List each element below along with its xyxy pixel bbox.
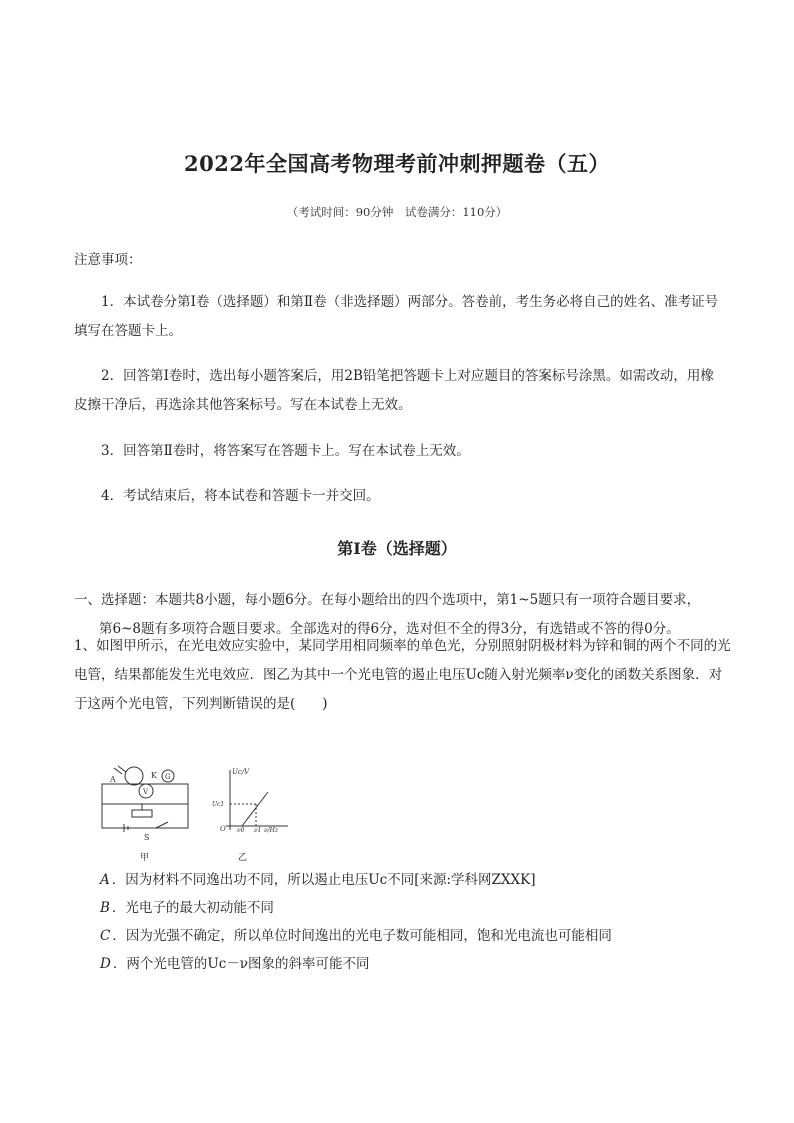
notice-item-2: 2．回答第Ⅰ卷时，选出每小题答案后，用2B铅笔把答题卡上对应题目的答案标号涂黑。如需改动，用橡皮擦干净后，再选涂其他答案标号。写在本试卷上无效。 [74, 368, 714, 413]
question-1-stem: 1、如图甲所示，在光电效应实验中，某同学用相同频率的单色光，分别照射阴极材料为锌和铜的两个不同的光电管，结果都能发生光电效应．图乙为其中一个光电管的遏止电压Uc随入射光频率ν变化的函数关系图象．对于这两个光电管，下列判断错误的是( ) [74, 638, 731, 712]
label-s: S [144, 833, 150, 842]
option-a-letter: A [100, 872, 110, 888]
notice-heading: 注意事项： [74, 252, 142, 268]
option-b [100, 894, 740, 922]
figure-label-jia: 甲 [140, 853, 150, 863]
choice-instructions-line-1: 一、选择题：本题共8小题，每小题6分。在每小题给出的四个选项中，第1~5题只有一项符合题目要求， [74, 592, 701, 608]
exam-title: 2022年全国高考物理考前冲刺押题卷（五） [184, 151, 610, 176]
choice-instructions-line-2: 第6~8题有多项符合题目要求。全部选对的得6分，选对但不全的得3分，有选错或不答的得0分。 [99, 621, 680, 637]
option-b-text: ．光电子的最大初动能不同 [111, 900, 274, 916]
notice-item-3: 3．回答第Ⅱ卷时，将答案写在答题卡上。写在本试卷上无效。 [101, 443, 470, 459]
notice-item-1: 1．本试卷分第Ⅰ卷（选择题）和第Ⅱ卷（非选择题）两部分。答卷前，考生务必将自己的姓名、准考证号填写在答题卡上。 [74, 294, 719, 339]
option-b-letter: B [100, 900, 110, 916]
option-c-letter: C [100, 928, 111, 944]
option-d-text: ．两个光电管的Uc－ν图象的斜率可能不同 [112, 956, 370, 972]
label-k: K [151, 771, 157, 780]
label-v: V [143, 788, 149, 796]
option-a-text: ．因为材料不同逸出功不同，所以遏止电压Uc不同[来源:学科网ZXXK] [111, 872, 536, 888]
option-d-letter: D [100, 956, 111, 972]
notice-item-4: 4．考试结束后，将本试卷和答题卡一并交回。 [101, 488, 380, 504]
option-d [100, 950, 740, 978]
graph-uc1-label: Uc1 [212, 801, 225, 808]
section-title: 第Ⅰ卷（选择题） [337, 539, 457, 558]
graph-origin-label: O [220, 825, 226, 833]
figure-label-yi: 乙 [238, 853, 248, 863]
graph-nu1-label: ν1 [254, 827, 262, 834]
question-1-options [100, 866, 740, 978]
label-a: A [110, 775, 116, 784]
option-a [100, 866, 740, 894]
graph-y-axis-label: Uc/V [232, 768, 250, 776]
graph-nu0-label: ν0 [237, 827, 245, 834]
question-1-figure [96, 764, 296, 864]
label-g: G [165, 773, 171, 781]
uc-nu-graph [226, 770, 288, 830]
option-c-text: ．因为光强不确定，所以单位时间逸出的光电子数可能相同，饱和光电流也可能相同 [112, 928, 612, 944]
exam-subtitle: （考试时间：90分钟 试卷满分：110分） [286, 205, 508, 219]
graph-x-axis-label: ν/Hz [264, 827, 279, 834]
option-c [100, 922, 740, 950]
